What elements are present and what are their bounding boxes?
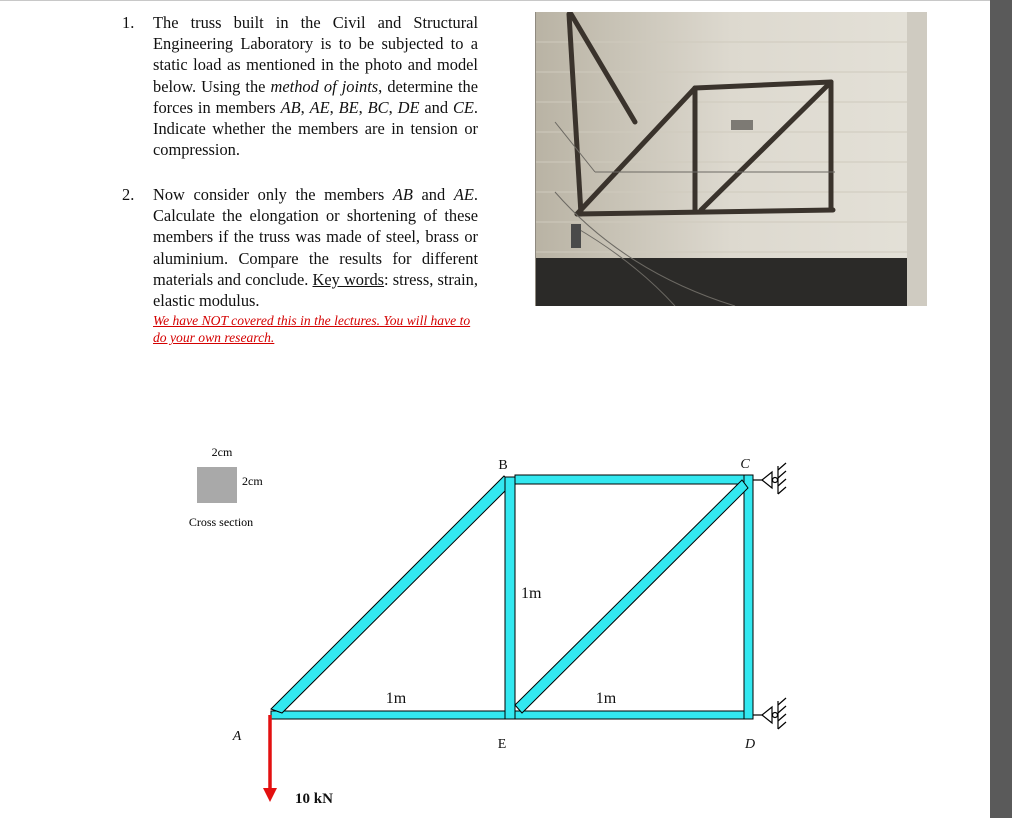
q1-run: ,: [300, 97, 310, 117]
q1-run: and: [419, 97, 453, 117]
viewer-scrollbar[interactable]: [990, 0, 1012, 818]
keywords-label: Key words: [312, 269, 385, 289]
q1-run: CE: [452, 97, 474, 117]
question-2-number: 2.: [122, 185, 135, 204]
joint-e-label: E: [497, 737, 507, 752]
joint-b-label: B: [498, 458, 508, 473]
question-1-text: [153, 12, 478, 160]
q1-run: BE: [338, 97, 359, 117]
load-label: 10 kN: [295, 791, 333, 807]
member-ab: [271, 476, 512, 713]
member-ce: [515, 480, 748, 713]
member-ed: [515, 711, 746, 719]
joint-c-label: C: [740, 457, 750, 472]
support-d: [753, 698, 786, 729]
member-bc: [515, 475, 744, 484]
q2-run: . Calculate the elongation or shortening of these members if the truss was made of steel, brass or aluminium. Compare the results for different materials and conclude.: [153, 185, 478, 289]
cross-section-height-label: 2cm: [242, 474, 263, 488]
q1-run: AB: [280, 97, 301, 117]
research-note: We have NOT covered this in the lectures. You will have to do your own research.: [153, 313, 471, 346]
q1-run: , determine the forces in members: [153, 76, 478, 117]
q1-run: AE: [309, 97, 330, 117]
q2-run: AB: [392, 185, 413, 204]
member-be: [505, 477, 515, 719]
question-2: [122, 184, 478, 346]
member-ae: [271, 711, 510, 719]
q1-run: method of joints: [270, 76, 379, 96]
photo-floor-shadow: [535, 258, 927, 306]
page-top-rule: [0, 0, 990, 1]
dimension-be-label: 1m: [521, 585, 542, 602]
keywords-text: : stress, strain, elastic modulus.: [153, 269, 478, 311]
q1-run: DE: [397, 97, 420, 117]
q1-run: ,: [329, 97, 339, 117]
q1-run: ,: [358, 97, 368, 117]
dimension-ed-label: 1m: [595, 690, 617, 707]
photo-pillar: [907, 12, 927, 306]
truss-lab-photo: [535, 12, 927, 306]
cross-section-width-label: 2cm: [211, 445, 233, 459]
cross-section-caption: Cross section: [188, 515, 254, 529]
q2-run: Now consider only the members: [153, 185, 393, 204]
cross-section-square: [197, 467, 237, 503]
photo-gauge-box: [731, 120, 753, 130]
question-1: [122, 12, 478, 160]
member-cd: [744, 475, 753, 719]
q2-run: AE: [453, 185, 474, 204]
q1-run: The truss built in the Civil and Structural Engineering Laboratory is to be subjected to a static load as mentioned in the photo and model below. Using the: [153, 13, 478, 96]
photo-load-cell: [571, 224, 581, 248]
q2-run: and: [412, 185, 454, 204]
q1-run: . Indicate whether the members are in tension or compression.: [153, 97, 478, 160]
q1-run: BC: [367, 97, 389, 117]
support-c: [753, 463, 786, 494]
joint-d-label: D: [744, 737, 756, 752]
question-2-text: [153, 184, 478, 346]
dimension-ae-label: 1m: [385, 690, 407, 707]
question-1-number: 1.: [122, 13, 135, 32]
q1-run: ,: [388, 97, 398, 117]
joint-a-label: A: [232, 729, 242, 744]
load-arrow-head: [263, 788, 277, 802]
